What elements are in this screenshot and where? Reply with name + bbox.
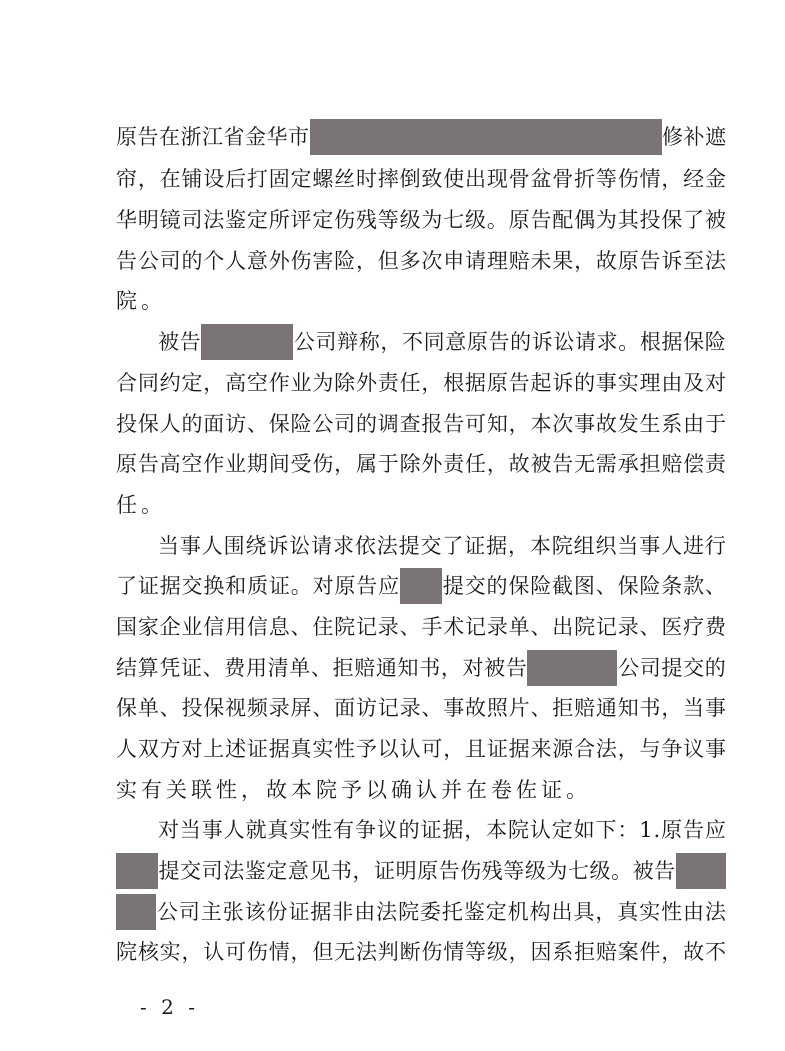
text-line: 当 事 人 围 绕 诉 讼 请 求 依 法 提 交 了 证 据 ， 本 院 组 织 当 事 人 进 行 [158,534,726,558]
text-line [116,770,726,810]
text-segment: 实有关联性，故本院予以确认并在卷佐证。 [116,778,591,802]
text-line: 告 公 司 的 个 人 意 外 伤 害 险 ， 但 多 次 申 请 理 赔 未 果 ， 故 原 告 诉 至 法 [116,249,726,273]
text-line: 公 司 主 张 该 份 证 据 非 由 法 院 委 托 鉴 定 机 构 出 具 ， 真 实 性 由 法 [116,892,726,932]
redaction-block [676,853,726,889]
text-line: 投 保 人 的 面 访 、 保 险 公 司 的 调 查 报 告 可 知 ， 本 次 事 故 发 生 系 由 于 [116,412,726,436]
text-line: 提 交 司 法 鉴 定 意 见 书 ， 证 明 原 告 伤 残 等 级 为 七 级 。 被 告 [116,851,726,891]
text-line [116,485,726,525]
text-segment: 院。 [116,289,166,313]
text-line: 结 算 凭 证 、 费 用 清 单 、 拒 赔 通 知 书 ， 对 被 告 公 司 提 交 的 [116,648,726,688]
redaction-block [201,324,293,360]
redaction-block [527,650,617,686]
text-line [116,281,726,321]
text-line: 帘 ， 在 铺 设 后 打 固 定 螺 丝 时 摔 倒 致 使 出 现 骨 盆 骨 折 等 伤 情 ， 经 金 [116,167,726,191]
text-line: 原 告 高 空 作 业 期 间 受 伤 ， 属 于 除 外 责 任 ， 故 被 告 无 需 承 担 赔 偿 责 [116,452,726,476]
text-line: 人 双 方 对 上 述 证 据 真 实 性 予 以 认 可 ， 且 证 据 来 源 合 法 ， 与 争 议 事 [116,737,726,761]
text-line: 华 明 镜 司 法 鉴 定 所 评 定 伤 残 等 级 为 七 级 。 原 告 配 偶 为 其 投 保 了 被 [116,208,726,232]
text-line: 被 告 公 司 辩 称 ， 不 同 意 原 告 的 诉 讼 请 求 。 根 据 保 险 [158,322,726,362]
text-line: 保 单 、 投 保 视 频 录 屏 、 面 访 记 录 、 事 故 照 片 、 拒 赔 通 知 书 ， 当 事 [116,696,726,720]
text-line: 国 家 企 业 信 用 信 息 、 住 院 记 录 、 手 术 记 录 单 、 出 院 记 录 、 医 疗 费 [116,615,726,639]
text-line: 对 当 事 人 就 真 实 性 有 争 议 的 证 据 ， 本 院 认 定 如 下 ： 1 . 原 告 应 [158,818,726,842]
text-line: 合 同 约 定 ， 高 空 作 业 为 除 外 责 任 ， 根 据 原 告 起 诉 的 事 实 理 由 及 对 [116,371,726,395]
redaction-block [116,853,158,889]
redaction-block [310,119,662,155]
text-line: 了 证 据 交 换 和 质 证 。 对 原 告 应 提 交 的 保 险 截 图 、 保 险 条 款 、 [116,566,726,606]
redaction-block [400,568,442,604]
text-line: 原 告 在 浙 江 省 金 华 市 修 补 遮 [116,117,726,157]
redaction-block [116,894,156,930]
text-line: 院 核 实 ， 认 可 伤 情 ， 但 无 法 判 断 伤 情 等 级 ， 因 系 拒 赔 案 件 ， 故 不 [116,940,726,964]
text-segment: 任。 [116,493,166,517]
page-number: - 2 - [140,995,199,1019]
